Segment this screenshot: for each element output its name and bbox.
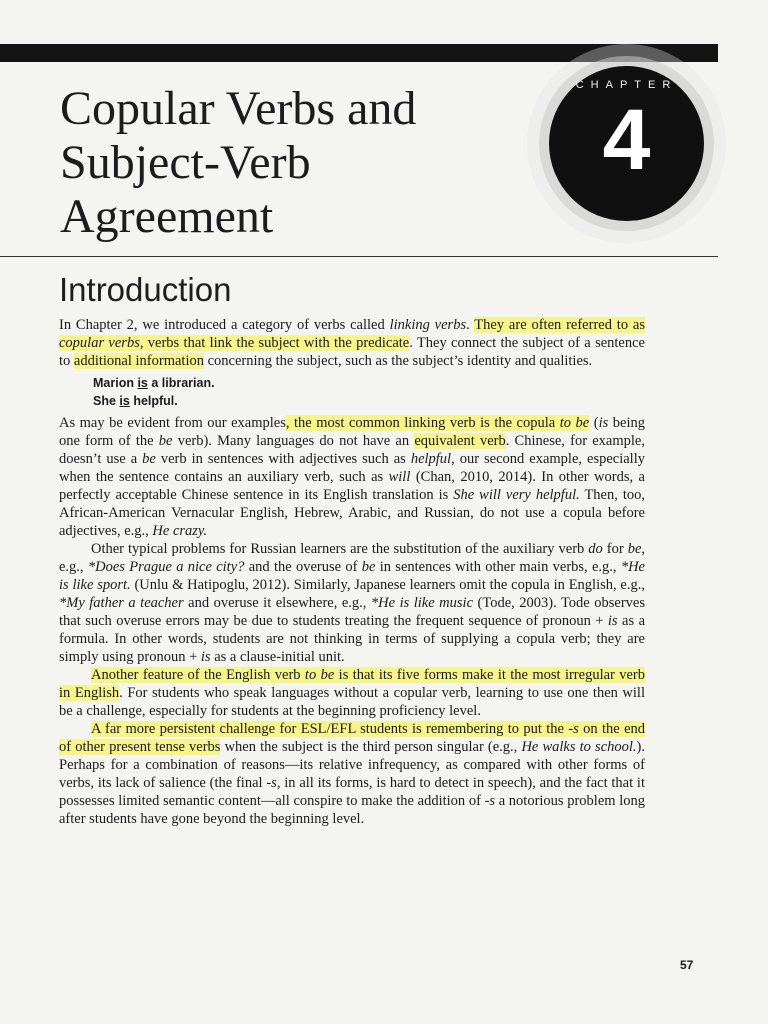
text-run: (Tode, 2003). Tode observes that such overuse errors may be due to students treating the frequent sequence of pronoun + [59, 595, 645, 629]
section-heading: Introduction [59, 271, 232, 308]
text-run: . They connect the subject of a sentence to [59, 335, 645, 369]
italic-example: He walks to school. [521, 739, 637, 755]
text-run: for [602, 541, 628, 557]
italic-example: *He is like music [370, 595, 474, 611]
text-run: a notorious problem long after students have gone beyond the beginning level. [59, 793, 645, 827]
highlight: , the most common linking verb is the copula [285, 415, 560, 431]
highlight-italic: -s [568, 721, 579, 737]
highlight-italic: to be [559, 415, 590, 431]
text-run: and the overuse of [244, 559, 362, 575]
text-run: (Chan, 2010, 2014). In other words, a perfectly acceptable Chinese sentence in its English translation is [59, 469, 645, 503]
highlight: is that its five forms make it the most irregular verb in English [59, 667, 646, 701]
text-run: Marion [93, 376, 138, 390]
text-run: . For students who speak languages without a copular verb, learning to use one then will be a challenge, especially for students at the beginning proficiency level. [59, 685, 645, 719]
italic-term: be [361, 559, 376, 575]
chapter-title-line-2: Subject-Verb [60, 136, 311, 189]
chapter-title [60, 82, 530, 244]
italic-term: -s, [266, 775, 281, 791]
chapter-title-line-1: Copular Verbs and [60, 82, 417, 135]
highlight-italic: copular verbs, [59, 335, 144, 351]
paragraph-5 [59, 720, 645, 828]
text-run: In Chapter 2, we introduced a category of verbs called [59, 317, 390, 333]
text-run: as a formula. In other words, students are not thinking in terms of supplying a copula verb; they are simply using pronoun + [59, 613, 645, 665]
highlight-italic: to be [304, 667, 335, 683]
italic-example: *Does Prague a nice city? [87, 559, 245, 575]
text-run: Other typical problems for Russian learners are the substitution of the auxiliary verb [91, 541, 589, 557]
text-run: , e.g., [59, 541, 645, 575]
underlined-verb: is [137, 376, 148, 390]
text-run: Then, too, African-American Vernacular English, Hebrew, Arabic, and Russian, do not use a copula before adjectives, e.g., [59, 487, 645, 539]
text-run: and overuse it elsewhere, e.g., [183, 595, 371, 611]
paragraph-4 [59, 666, 645, 720]
text-run: . [466, 317, 475, 333]
text-run: as a clause-initial unit. [210, 649, 345, 665]
text-run: in all its forms, is hard to detect in speech), and the fact that it possesses limited semantic content—all conspire to make the addition of [59, 775, 645, 809]
paragraph-2 [59, 414, 645, 540]
text-run: helpful. [129, 394, 178, 408]
italic-term: is [607, 613, 618, 629]
text-run: being one form of the [59, 415, 646, 449]
highlight: verbs that link the subject with the predicate [143, 335, 410, 351]
italic-term: helpful, [410, 451, 455, 467]
text-run: She [93, 394, 120, 408]
italic-term: be [158, 433, 173, 449]
italic-term: will [388, 469, 411, 485]
paragraph-1 [59, 316, 645, 370]
text-run: . Chinese, for example, doesn’t use a [59, 433, 645, 467]
highlight: They are often referred to as [474, 317, 645, 333]
highlight: Another feature of the English verb [91, 667, 305, 683]
text-run: As may be evident from our examples [59, 415, 286, 431]
title-divider [0, 256, 718, 257]
highlight: A far more persistent challenge for ESL/EFL students is remembering to put the [91, 721, 569, 737]
italic-term: linking verbs [389, 317, 467, 333]
text-run: our second example, especially when the sentence contains an auxiliary verb, such as [59, 451, 645, 485]
highlight: on the end of other present tense verbs [59, 721, 646, 755]
text-run: ( [589, 415, 599, 431]
italic-example: *He is like sport. [59, 559, 645, 593]
italic-example: She will very helpful. [453, 487, 580, 503]
underlined-verb: is [119, 394, 130, 408]
italic-example: *My father a teacher [59, 595, 184, 611]
text-run: a librarian. [147, 376, 215, 390]
italic-example: He crazy. [152, 523, 208, 539]
top-rule [0, 44, 718, 62]
text-run: in sentences with other main verbs, e.g., [375, 559, 621, 575]
highlight: equivalent verb [414, 433, 506, 449]
example-sentence-1 [93, 374, 645, 392]
example-sentences [93, 374, 645, 410]
italic-term: do [588, 541, 603, 557]
text-run: when the subject is the third person singular (e.g., [220, 739, 522, 755]
chapter-title-line-3: Agreement [60, 190, 274, 243]
italic-term: be [627, 541, 642, 557]
italic-term: is [598, 415, 609, 431]
italic-term: be [142, 451, 156, 467]
chapter-badge [549, 66, 704, 221]
paragraph-3 [59, 540, 645, 666]
body-text [59, 316, 645, 828]
text-run: concerning the subject, such as the subject’s identity and qualities. [203, 353, 593, 369]
text-run: ). Perhaps for a combination of reasons—its relative infrequency, as compared with other forms of verbs, its lack of salience (the final [59, 739, 645, 791]
highlight: additional information [73, 353, 204, 369]
text-run: (Unlu & Hatipoglu, 2012). Similarly, Japanese learners omit the copula in English, e.g., [130, 577, 645, 593]
chapter-label: CHAPTER [575, 79, 678, 91]
italic-term: is [200, 649, 211, 665]
chapter-number: 4 [602, 92, 651, 188]
text-run: verb). Many languages do not have an [172, 433, 415, 449]
italic-term: -s [484, 793, 496, 809]
example-sentence-2 [93, 392, 645, 410]
text-run: verb in sentences with adjectives such as [155, 451, 411, 467]
page-number: 57 [680, 958, 694, 972]
